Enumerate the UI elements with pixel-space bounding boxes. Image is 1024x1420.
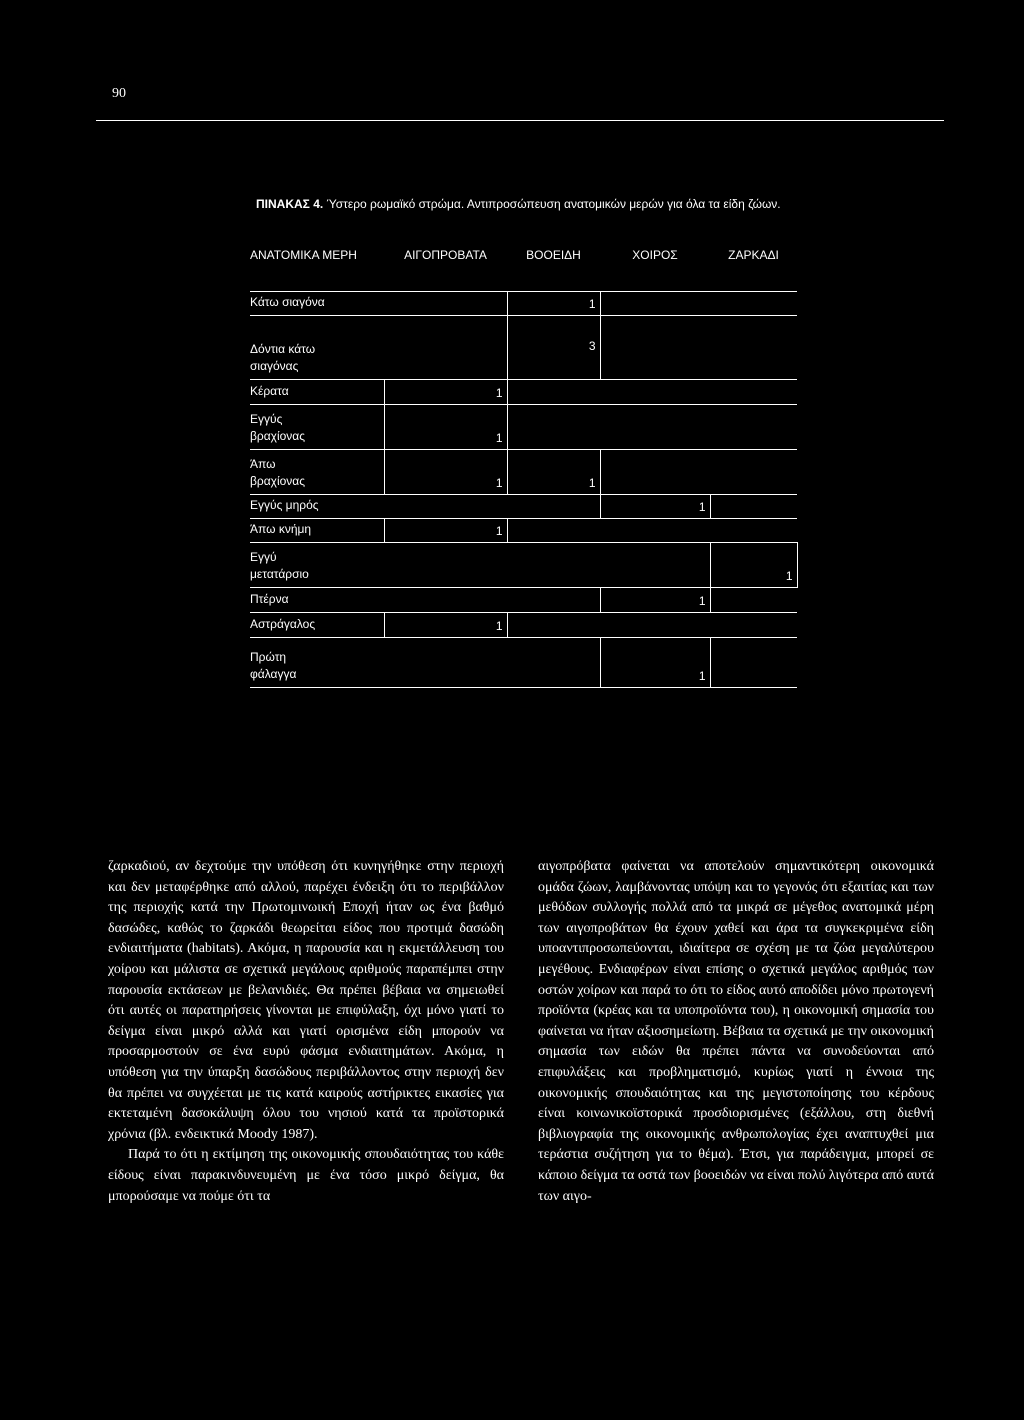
table-row	[250, 450, 797, 495]
table-row	[250, 495, 797, 519]
header-rule	[96, 120, 944, 121]
cell-pig	[600, 292, 710, 316]
header-cattle: ΒΟΟΕΙΔΗ	[526, 248, 581, 262]
cell-pig	[600, 519, 710, 543]
table-row	[250, 405, 797, 450]
header-sheep-goat: ΑΙΓΟΠΡΟΒΑΤΑ	[404, 248, 487, 262]
cell-cattle	[507, 638, 600, 688]
cell-cattle	[507, 588, 600, 613]
header-pig: ΧΟΙΡΟΣ	[632, 248, 678, 262]
table-caption	[256, 196, 796, 212]
cell-roe-deer	[710, 292, 797, 316]
row-label: Δόντια κάτω σιαγόνας	[250, 316, 384, 380]
body-column-left	[108, 857, 504, 1207]
row-label: Πτέρνα	[250, 588, 384, 613]
cell-cattle: 3	[507, 316, 600, 380]
row-label: Κέρατα	[250, 380, 384, 405]
header-roe-deer: ΖΑΡΚΑΔΙ	[728, 248, 779, 262]
cell-cattle	[507, 543, 600, 588]
row-label: Εγγύς βραχίονας	[250, 405, 384, 450]
body-paragraph: ζαρκαδιού, αν δεχτούμε την υπόθεση ότι κυνηγήθηκε στην περιοχή και δεν μεταφέρθηκε από αλλού, παρέχει ένδειξη ότι το περιβάλλον της περιοχής κατά την Πρωτομινωική Εποχή ήταν ως ένα βαθμό δασώδες, καθώς το ζαρκάδι θεωρείται είδος που προτιμά δασώδη ενδιαιτήματα (habitats). Ακόμα, η παρουσία και η εκμετάλλευση του χοίρου και μάλιστα σε σχετικά μεγάλους αριθμούς παραπέμπει στην παρουσία εκτάσεων με βελανιδιές. Θα πρέπει βέβαια να σημειωθεί ότι αυτές οι παρατηρήσεις γίνονται με επιφύλαξη, όχι μόνο γιατί το δείγμα είναι μικρό αλλά και γιατί ορισμένα είδη μπορούν να προσαρμοστούν σε ένα ευρύ φάσμα ενδιαιτημάτων. Ακόμα, η υπόθεση για την ύπαρξη δασώδους περιβάλλοντος στην περιοχή δεν θα πρέπει να συγχέεται με τις κατά καιρούς αστήρικτες εικασίες για εκτεταμένη δασοκάλυψη όλου του νησιού κατά τα προϊστορικά χρόνια (βλ. ενδεικτικά Moody 1987).	[108, 859, 504, 1142]
cell-sheep-goat: 1	[384, 380, 507, 405]
cell-roe-deer	[710, 613, 797, 638]
cell-sheep-goat: 1	[384, 450, 507, 495]
cell-roe-deer: 1	[710, 543, 797, 588]
row-label: Πρώτη φάλαγγα	[250, 638, 384, 688]
cell-cattle	[507, 495, 600, 519]
cell-cattle	[507, 405, 600, 450]
cell-cattle	[507, 613, 600, 638]
cell-sheep-goat	[384, 316, 507, 380]
cell-roe-deer	[710, 495, 797, 519]
cell-pig: 1	[600, 588, 710, 613]
table-row	[250, 292, 797, 316]
row-label: Αστράγαλος	[250, 613, 384, 638]
row-label: Άπω βραχίονας	[250, 450, 384, 495]
cell-sheep-goat: 1	[384, 519, 507, 543]
table-row	[250, 543, 797, 588]
cell-roe-deer	[710, 638, 797, 688]
table-header-row	[250, 243, 797, 292]
cell-pig: 1	[600, 495, 710, 519]
table-row	[250, 613, 797, 638]
table-row	[250, 316, 797, 380]
cell-pig: 1	[600, 638, 710, 688]
table-caption-label: ΠΙΝΑΚΑΣ 4.	[256, 197, 324, 211]
cell-cattle: 1	[507, 450, 600, 495]
table-row	[250, 588, 797, 613]
row-label: Εγγύ μετατάρσιο	[250, 543, 384, 588]
cell-pig	[600, 613, 710, 638]
table-row	[250, 380, 797, 405]
cell-sheep-goat	[384, 543, 507, 588]
cell-sheep-goat	[384, 638, 507, 688]
table-row	[250, 519, 797, 543]
cell-roe-deer	[710, 316, 797, 380]
body-column-right	[538, 857, 934, 1207]
row-label: Κάτω σιαγόνα	[250, 292, 384, 316]
cell-roe-deer	[710, 405, 797, 450]
cell-sheep-goat: 1	[384, 613, 507, 638]
cell-sheep-goat	[384, 588, 507, 613]
cell-sheep-goat: 1	[384, 405, 507, 450]
cell-cattle	[507, 519, 600, 543]
table-caption-text: Ύστερο ρωμαϊκό στρώμα. Αντιπροσώπευση ανατομικών μερών για όλα τα είδη ζώων.	[323, 197, 781, 211]
cell-roe-deer	[710, 380, 797, 405]
cell-sheep-goat	[384, 495, 507, 519]
cell-roe-deer	[710, 588, 797, 613]
cell-pig	[600, 543, 710, 588]
cell-pig	[600, 450, 710, 495]
page-number: 90	[112, 86, 126, 101]
cell-pig	[600, 316, 710, 380]
cell-sheep-goat	[384, 292, 507, 316]
cell-roe-deer	[710, 519, 797, 543]
cell-cattle: 1	[507, 292, 600, 316]
table-row	[250, 638, 797, 688]
row-label: Άπω κνήμη	[250, 519, 384, 543]
cell-roe-deer	[710, 450, 797, 495]
body-paragraph: Παρά το ότι η εκτίμηση της οικονομικής σπουδαιότητας του κάθε είδους είναι παρακινδυνευμένη με ένα τόσο μικρό δείγμα, θα μπορούσαμε να πούμε ότι τα	[108, 1147, 504, 1204]
anatomical-parts-table	[250, 243, 798, 688]
cell-pig	[600, 405, 710, 450]
body-paragraph: αιγοπρόβατα φαίνεται να αποτελούν σημαντικότερη οικονομικά ομάδα ζώων, λαμβάνοντας υπόψη και το γεγονός ότι εξαιτίας και των μεθόδων συλλογής πολλά από τα μικρά σε μέγεθος ανατομικά μέρη των αιγοπροβάτων θα έχουν χαθεί και άρα τα συγκεκριμένα είδη υποαντιπροσωπεύονται, ιδιαίτερα σε σχέση με τα ζώα μεγαλύτερου μεγέθους. Ενδιαφέρων είναι επίσης ο σχετικά μεγάλος αριθμός των οστών χοίρων και παρά το ότι το είδος αυτό αποδίδει μόνο πρωτογενή προϊόντα (κρέας και τα υποπροϊόντα του), η οικονομική σημασία του φαίνεται να ήταν αξιοσημείωτη. Βέβαια τα σχετικά με την οικονομική σημασία των ειδών θα πρέπει πάντα να συνοδεύονται από επιφυλάξεις και προβληματισμό, κυρίως γιατί η έννοια της οικονομικής σπουδαιότητας και της μεγιστοποίησης του κέρδους είναι κοινωνικοϊστορικά προσδιορισμένες (εξάλλου, στη διεθνή βιβλιογραφία της οικονομικής ανθρωπολογίας έχει αναπτυχθεί μια τεράστια συζήτηση για το θέμα). Έτσι, για παράδειγμα, μπορεί σε κάποιο δείγμα τα οστά των βοοειδών να είναι πολύ λιγότερα από αυτά των αιγο-	[538, 859, 934, 1204]
row-label: Εγγύς μηρός	[250, 495, 384, 519]
cell-cattle	[507, 380, 600, 405]
cell-pig	[600, 380, 710, 405]
header-anatomical-parts: ΑΝΑΤΟΜΙΚΑ ΜΕΡΗ	[250, 248, 357, 262]
